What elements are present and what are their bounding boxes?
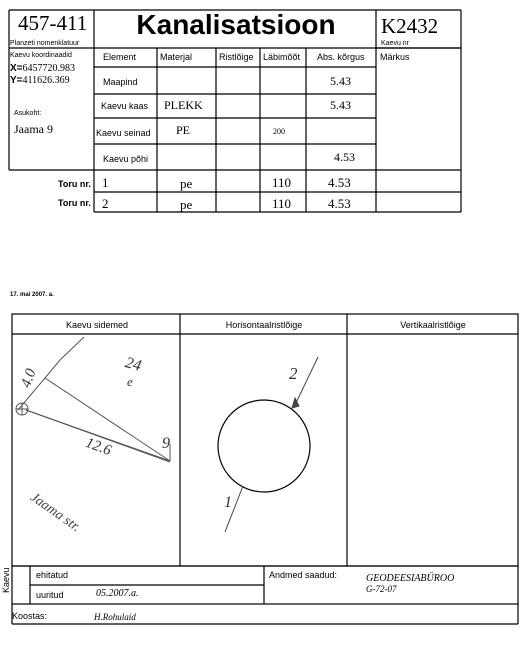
header-diameter: Läbimõõt: [263, 52, 301, 62]
well-number-label: Kaevu nr: [381, 40, 410, 47]
row-element-walls: Kaevu seinad: [96, 128, 151, 138]
nomenclature-label: Planzeti nomenklatuur: [10, 40, 80, 47]
row-material-cover: PLEKK: [164, 98, 203, 112]
pipe-label-1: Toru nr.: [58, 179, 91, 189]
y-value: 411626.369: [22, 75, 70, 86]
row-height-cover: 5.43: [330, 98, 351, 112]
date-stamp: 17. mai 2007. a.: [10, 292, 54, 298]
footer-built-label: ehitatud: [36, 570, 69, 580]
footer-data-label: Andmed saadud:: [269, 570, 338, 580]
pipe-material-1: pe: [180, 176, 193, 191]
hand-note-street: Jaama str.: [27, 489, 83, 536]
row-material-walls: PE: [176, 123, 191, 137]
pipe-height-2: 4.53: [328, 196, 351, 211]
footer-compiled-label: Koostas:: [12, 611, 48, 621]
coordinates-label: Kaevu koordinaadid: [10, 52, 72, 59]
column-horizontal-section: Horisontaalristlõige: [225, 320, 303, 330]
page-title: Kanalisatsioon: [136, 9, 336, 40]
well-number-value: K2432: [381, 14, 439, 38]
pipe-no-2: 2: [102, 196, 109, 211]
header-cross-section: Ristlõige: [219, 52, 254, 62]
header-abs-height: Abs. kõrgus: [317, 52, 365, 62]
pipe-label-2: Toru nr.: [58, 198, 91, 208]
row-element-cover: Kaevu kaas: [101, 101, 149, 111]
pipe-diameter-2: 110: [272, 196, 292, 211]
nomenclature-value: 457-411: [18, 11, 88, 35]
row-element-ground: Maapind: [103, 77, 138, 87]
header-element: Element: [103, 52, 137, 62]
row-element-bottom: Kaevu põhi: [103, 154, 149, 164]
footer-data-code: G-72-07: [366, 584, 397, 594]
row-height-ground: 5.43: [330, 74, 351, 88]
row-height-bottom: 4.53: [334, 150, 355, 164]
y-label: Y=: [10, 75, 23, 86]
column-well-ties: Kaevu sidemed: [65, 320, 129, 330]
x-label: X=: [10, 63, 23, 74]
pipe-material-2: pe: [180, 197, 193, 212]
footer-compiled-value: H.Rohulaid: [94, 612, 136, 622]
hand-note-12-6: 12.6: [83, 435, 114, 460]
row-diameter-walls: 200: [273, 127, 285, 136]
pipe-no-1: 1: [102, 175, 109, 190]
hand-note-pipe-1: 1: [224, 494, 232, 511]
footer-surveyed-value: 05.2007.a.: [96, 588, 139, 599]
footer-side-label: Kaevu: [1, 567, 11, 593]
footer-data-org: GEODEESIABÜROO: [366, 573, 455, 584]
hand-note-pipe-2: 2: [289, 364, 298, 383]
location-value: Jaama 9: [14, 122, 53, 136]
footer-surveyed-label: uuritud: [36, 590, 64, 600]
pipe-diameter-1: 110: [272, 175, 292, 190]
column-vertical-section: Vertikaalristlõige: [400, 320, 466, 330]
hand-note-4-0: 4.0: [18, 366, 40, 390]
x-value: 6457720.983: [22, 63, 76, 74]
header-remarks: Märkus: [380, 52, 410, 62]
hand-note-24: 24: [123, 354, 144, 375]
location-label: Asukoht:: [14, 110, 42, 117]
hand-note-9: 9: [162, 435, 170, 452]
hand-note-e: e: [127, 374, 133, 389]
header-material: Materjal: [160, 52, 193, 62]
pipe-height-1: 4.53: [328, 175, 351, 190]
